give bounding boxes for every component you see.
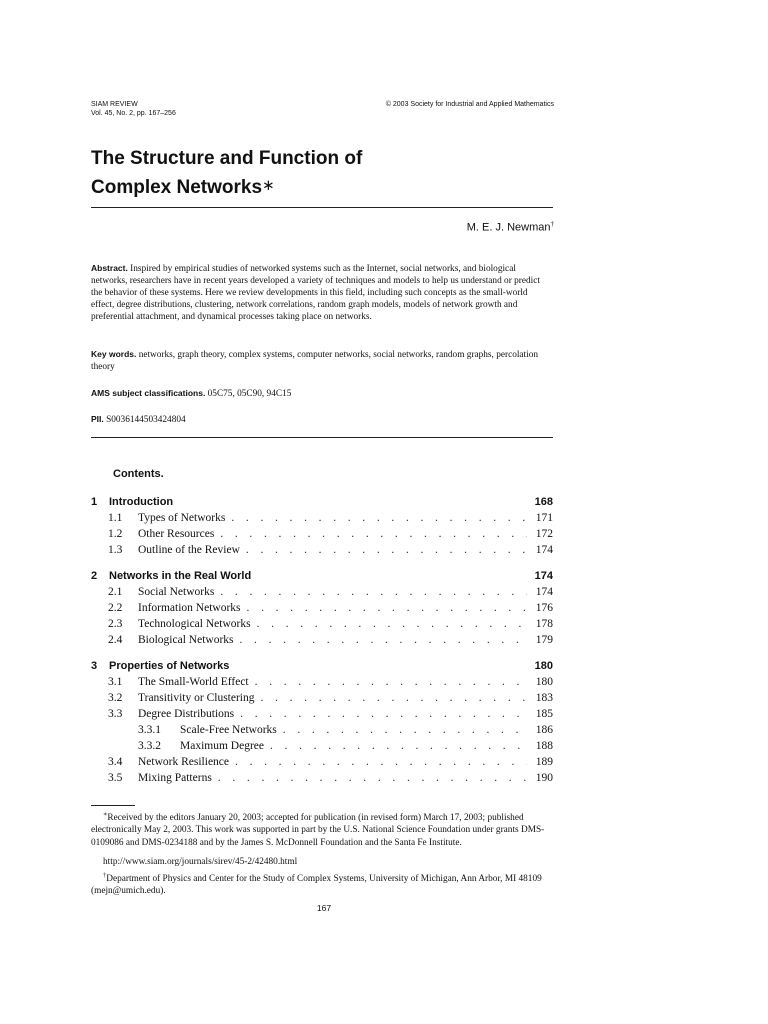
toc-page: 180 <box>534 660 553 672</box>
toc-number: 3 <box>91 660 98 672</box>
toc-section-entry[interactable] <box>91 570 553 586</box>
toc-subsection-entry[interactable] <box>91 602 553 618</box>
toc-leader <box>255 676 527 688</box>
author <box>467 220 554 234</box>
toc-title: Maximum Degree <box>180 740 264 752</box>
toc-title: Types of Networks <box>138 512 226 524</box>
abstract-text: Inspired by empirical studies of networked systems such as the Internet, social networks, and biological networks, researchers have in recent years developed a variety of techniques and models to help us understand or predict the behavior of these systems. Here we review developments in this field, including such concepts as the small-world effect, degree distributions, clustering, network correlations, random graph models, models of network growth and preferential attachment, and dynamical processes taking place on networks. <box>91 264 540 322</box>
page-number: 167 <box>316 903 332 913</box>
toc-number: 2.3 <box>108 618 123 630</box>
toc-page: 180 <box>535 676 553 688</box>
toc-leader <box>218 772 527 784</box>
abstract-label: Abstract. <box>91 263 128 273</box>
toc-page: 171 <box>535 512 553 524</box>
toc-title: Social Networks <box>138 586 215 598</box>
ams-classifications <box>91 387 553 400</box>
toc-subsection-entry[interactable] <box>91 618 553 634</box>
footnote-rule <box>91 805 135 806</box>
toc-section <box>91 660 553 788</box>
toc-title: The Small-World Effect <box>138 676 249 688</box>
toc-subsection-entry[interactable] <box>91 756 553 772</box>
toc-leader <box>235 756 527 768</box>
keywords <box>91 348 553 373</box>
toc-section-entry[interactable] <box>91 660 553 676</box>
footnote-2-text: Department of Physics and Center for the Study of Complex Systems, University of Michigan, Ann Arbor, MI 48109 (mejn@umich.edu). <box>91 874 542 897</box>
toc-number: 1.2 <box>108 528 123 540</box>
ams-text: 05C75, 05C90, 94C15 <box>207 389 292 399</box>
toc-subsection-entry[interactable] <box>91 528 553 544</box>
toc-subsection-entry[interactable] <box>91 692 553 708</box>
footnote-1-mark: ∗ <box>103 811 108 818</box>
paper-title <box>91 144 561 202</box>
author-footnote-mark: † <box>550 220 554 228</box>
toc-title: Properties of Networks <box>109 660 230 672</box>
toc-page: 174 <box>534 570 553 582</box>
footnote-affiliation <box>91 870 553 898</box>
pii-label: PII. <box>91 414 104 424</box>
toc-leader <box>257 618 527 630</box>
keywords-label: Key words. <box>91 349 137 359</box>
toc-leader <box>231 512 527 524</box>
toc-page: 174 <box>535 544 553 556</box>
toc-number: 3.1 <box>108 676 123 688</box>
abstract <box>91 262 553 323</box>
toc-subsection-entry[interactable] <box>91 740 553 756</box>
footnote-2-mark: † <box>103 872 107 879</box>
contents-heading: Contents. <box>113 468 164 480</box>
title-line-1: The Structure and Function of <box>91 148 363 169</box>
toc-title: Network Resilience <box>138 756 230 768</box>
toc-page: 183 <box>535 692 553 704</box>
toc-number: 2.4 <box>108 634 123 646</box>
pii-text: S0036144503424804 <box>106 415 186 425</box>
toc-title: Degree Distributions <box>138 708 235 720</box>
toc-page: 179 <box>535 634 553 646</box>
toc-page: 176 <box>535 602 553 614</box>
toc-number: 2.2 <box>108 602 123 614</box>
toc-number: 1.1 <box>108 512 123 524</box>
toc-title: Information Networks <box>138 602 241 614</box>
toc-title: Transitivity or Clustering <box>138 692 255 704</box>
toc-number: 3.3.2 <box>138 740 161 752</box>
toc-subsection-entry[interactable] <box>91 634 553 650</box>
title-footnote-mark: ∗ <box>262 177 275 194</box>
toc-subsection-entry[interactable] <box>91 724 553 740</box>
toc-subsection-entry[interactable] <box>91 772 553 788</box>
journal-header <box>91 100 176 118</box>
toc-number: 3.3 <box>108 708 123 720</box>
toc-leader <box>261 692 528 704</box>
toc-page: 186 <box>535 724 553 736</box>
toc-number: 2 <box>91 570 98 582</box>
toc-page: 189 <box>535 756 553 768</box>
journal-volume: Vol. 45, No. 2, pp. 167–256 <box>91 110 176 117</box>
toc-subsection-entry[interactable] <box>91 544 553 560</box>
pii <box>91 413 553 426</box>
toc-page: 174 <box>535 586 553 598</box>
toc-leader <box>240 708 527 720</box>
toc-leader <box>220 586 527 598</box>
keywords-text: networks, graph theory, complex systems, computer networks, social networks, random graphs, percolation theory <box>91 350 539 372</box>
footnote-url[interactable]: http://www.siam.org/journals/sirev/45-2/42480.html <box>103 857 298 867</box>
abstract-rule <box>91 437 553 438</box>
toc-leader <box>247 602 527 614</box>
toc-section <box>91 570 553 650</box>
toc-number: 1.3 <box>108 544 123 556</box>
toc-number: 3.4 <box>108 756 123 768</box>
toc-title: Mixing Patterns <box>138 772 212 784</box>
ams-label: AMS subject classifications. <box>91 388 206 398</box>
toc-page: 168 <box>534 496 553 508</box>
author-name: M. E. J. Newman <box>466 221 551 234</box>
toc-title: Biological Networks <box>138 634 234 646</box>
footnote-received <box>91 809 553 849</box>
toc-subsection-entry[interactable] <box>91 512 553 528</box>
toc-number: 3.3.1 <box>138 724 161 736</box>
footnote-1-text: Received by the editors January 20, 2003; accepted for publication (in revised form) March 17, 2003; published electronically May 2, 2003. This work was supported in part by the U.S. National Science Foundation under grants DMS-0109086 and DMS-0234188 and by the James S. McDonnell Foundation and the Santa Fe Institute. <box>91 813 545 848</box>
toc-title: Other Resources <box>138 528 215 540</box>
toc-page: 178 <box>535 618 553 630</box>
toc-title: Networks in the Real World <box>109 570 252 582</box>
toc-leader <box>246 544 527 556</box>
toc-subsection-entry[interactable] <box>91 676 553 692</box>
toc-subsection-entry[interactable] <box>91 586 553 602</box>
toc-title: Outline of the Review <box>138 544 240 556</box>
journal-name: SIAM REVIEW <box>91 101 138 108</box>
toc-leader <box>270 740 527 752</box>
toc-number: 3.2 <box>108 692 123 704</box>
toc-page: 172 <box>535 528 553 540</box>
title-line-2: Complex Networks <box>91 177 263 198</box>
toc-leader <box>240 634 528 646</box>
toc-title: Technological Networks <box>138 618 251 630</box>
toc-number: 1 <box>91 496 98 508</box>
toc-title: Scale-Free Networks <box>180 724 277 736</box>
toc-leader <box>283 724 527 736</box>
title-rule <box>91 207 553 208</box>
toc-section-entry[interactable] <box>91 496 553 512</box>
toc-page: 188 <box>535 740 553 752</box>
toc-number: 3.5 <box>108 772 123 784</box>
table-of-contents <box>91 496 553 798</box>
copyright-notice: © 2003 Society for Industrial and Applied Mathematics <box>385 101 554 108</box>
toc-leader <box>220 528 527 540</box>
toc-page: 190 <box>535 772 553 784</box>
toc-number: 2.1 <box>108 586 123 598</box>
toc-section <box>91 496 553 560</box>
toc-title: Introduction <box>109 496 174 508</box>
toc-page: 185 <box>535 708 553 720</box>
toc-subsection-entry[interactable] <box>91 708 553 724</box>
